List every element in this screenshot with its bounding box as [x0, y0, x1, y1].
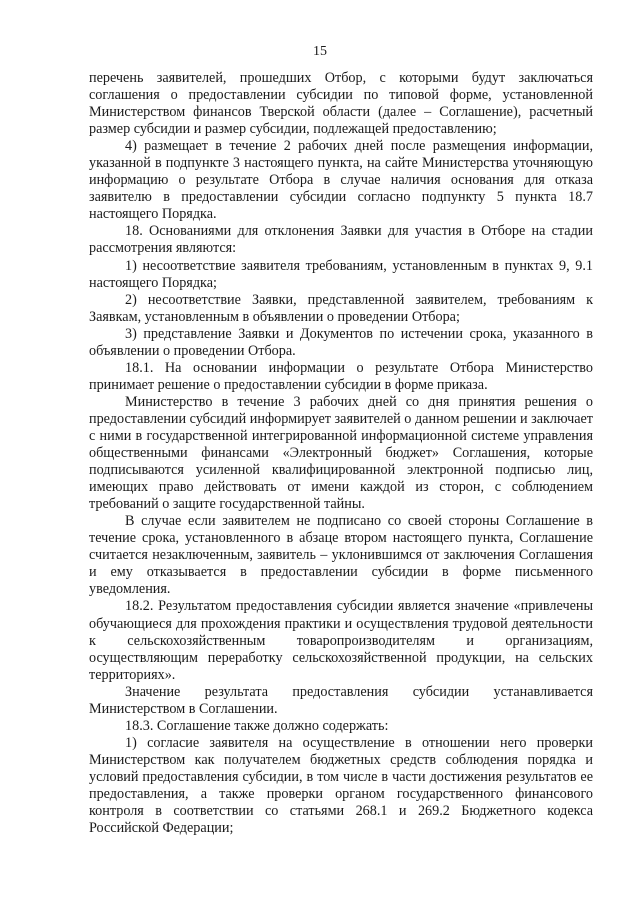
page-number: 15 [313, 44, 327, 59]
paragraph: 18.3. Соглашение также должно содержать: [125, 717, 389, 734]
paragraph: Значение результата предоставления субсидии устанавливается Министерством в Соглашении. [89, 683, 593, 717]
document-body [89, 70, 593, 837]
paragraph: 18. Основаниями для отклонения Заявки для участия в Отборе на стадии рассмотрения являются: [89, 223, 593, 257]
paragraph: В случае если заявителем не подписано со своей стороны Соглашение в течение срока, установленного в абзаце втором настоящего пункта, Соглашение считается незаключенным, заявитель – уклонившимся от заключения Соглашения и ему отказывается в предоставлении субсидии в форме письменного уведомления. [89, 513, 593, 598]
paragraph: 18.2. Результатом предоставления субсидии является значение «привлечены обучающиеся для прохождения практики и осуществления трудовой деятельности к сельскохозяйственным товаропроизводителям и организациям, осуществляющим переработку сельскохозяйственной продукции, на сельских территориях». [89, 598, 593, 683]
paragraph: 3) представление Заявки и Документов по истечении срока, указанного в объявлении о проведении Отбора. [89, 325, 593, 359]
paragraph: 18.1. На основании информации о результате Отбора Министерство принимает решение о предоставлении субсидии в форме приказа. [89, 359, 593, 393]
paragraph: 1) согласие заявителя на осуществление в отношении него проверки Министерством как получателем бюджетных средств соблюдения порядка и условий предоставления субсидии, в том числе в части достижения результатов ее предоставления, а также проверки органом государственного финансового контроля в соответствии со статьями 268.1 и 269.2 Бюджетного кодекса Российской Федерации; [89, 734, 593, 837]
paragraph: перечень заявителей, прошедших Отбор, с которыми будут заключаться соглашения о предоставлении субсидии по типовой форме, установленной Министерством финансов Тверской области (далее – Соглашение), расчетный размер субсидии и размер субсидии, подлежащей предоставлению; [89, 70, 593, 138]
paragraph: 4) размещает в течение 2 рабочих дней после размещения информации, указанной в подпункте 3 настоящего пункта, на сайте Министерства уточняющую информацию о результате Отбора в случае наличия основания для отказа заявителю в предоставлении субсидии согласно подпункту 5 пункта 18.7 настоящего Порядка. [89, 138, 593, 223]
paragraph: 2) несоответствие Заявки, представленной заявителем, требованиям к Заявкам, установленным в объявлении о проведении Отбора; [89, 291, 593, 325]
paragraph: Министерство в течение 3 рабочих дней со дня принятия решения о предоставлении субсидий информирует заявителей о данном решении и заключает с ними в государственной интегрированной информационной системе управления общественными финансами «Электронный бюджет» Соглашения, которые подписываются усиленной квалифицированной электронной подписью лиц, имеющих право действовать от имени каждой из сторон, с соблюдением требований о защите государственной тайны. [89, 393, 593, 513]
paragraph: 1) несоответствие заявителя требованиям, установленным в пунктах 9, 9.1 настоящего Порядка; [89, 257, 593, 291]
